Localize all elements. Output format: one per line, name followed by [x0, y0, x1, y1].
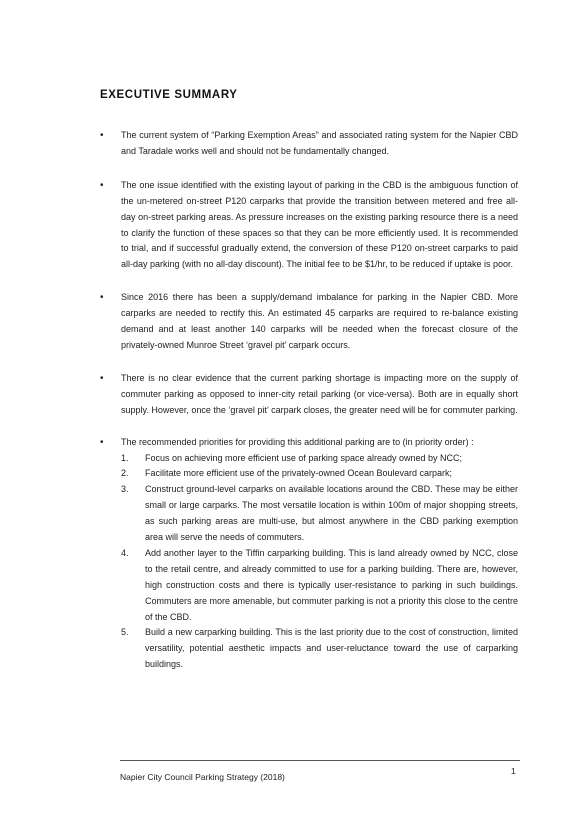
- section-heading: EXECUTIVE SUMMARY: [100, 89, 238, 101]
- priority-item: [121, 451, 518, 467]
- priority-item: [121, 466, 518, 482]
- page-number: 1: [511, 766, 516, 776]
- priority-text: Add another layer to the Tiffin carparking building. This is land already owned by NCC, close to the retail centre, and already committed to use for a parking building. There are, however, high construction costs and there is typically user-resistance to parking in such buildings. Commuters are more amenable, but commuter parking is not a priority this close to the centre of the CBD.: [145, 547, 518, 622]
- priority-number: 4.: [121, 547, 129, 558]
- priority-item: [121, 546, 518, 626]
- priority-number: 1.: [121, 452, 129, 463]
- bullet-text: There is no clear evidence that the current parking shortage is impacting more on the supply of commuter parking as opposed to inner-city retail parking (or vice-versa). Both are in equally short supply. However, once the ‘gravel pit’ carpark closes, the greater need will be for commuter parking.: [121, 372, 518, 415]
- priority-number: 3.: [121, 484, 129, 495]
- bullet-text: The recommended priorities for providing this additional parking are to (in priority order) :: [121, 436, 474, 447]
- footer-divider: [120, 760, 520, 761]
- bullet-marker: •: [100, 372, 104, 384]
- priority-text: Construct ground-level carparks on available locations around the CBD. These may be either small or large carparks. The most versatile location is within 100m of major shopping streets, as such parking areas are multi-use, but almost anywhere in the CBD parking exemption area will serve the needs of commuters.: [145, 484, 518, 543]
- priority-text: Facilitate more efficient use of the privately-owned Ocean Boulevard carpark;: [145, 468, 452, 479]
- bullet-marker: •: [100, 436, 104, 448]
- bullet-item: [100, 178, 518, 273]
- bullet-item: [100, 371, 518, 419]
- bullet-marker: •: [100, 179, 104, 191]
- priority-list: [121, 451, 518, 674]
- priority-text: Focus on achieving more efficient use of parking space already owned by NCC;: [145, 452, 463, 463]
- priority-item: [121, 625, 518, 673]
- bullet-marker: •: [100, 130, 104, 141]
- priority-number: 5.: [121, 627, 129, 638]
- bullet-marker: •: [100, 292, 104, 304]
- priority-item: [121, 482, 518, 546]
- priority-text: Build a new carparking building. This is the last priority due to the cost of construction, limited versatility, potential aesthetic impacts and user-reluctance toward the use of carparking buildings.: [145, 627, 518, 670]
- summary-bullet-list: [100, 128, 518, 673]
- bullet-text: The one issue identified with the existing layout of parking in the CBD is the ambiguous function of the un-metered on-street P120 carparks that provide the transition between metered and free all-day on-street parking areas. As pressure increases on the existing parking resource there is a need to clarify the function of these spaces so that they can be more efficiently used. It is recommended to trial, and if successful gradually extend, the conversion of these P120 on-street carparks to paid all-day parking (with no all-day discount). The initial fee to be $1/hr, to be reduced if uptake is poor.: [121, 179, 518, 270]
- bullet-text: Since 2016 there has been a supply/demand imbalance for parking in the Napier CBD. More carparks are needed to rectify this. An estimated 45 carparks are required to re-balance existing demand and at least another 140 carparks will be needed when the forecast closure of the privately-owned Munroe Street ‘gravel pit’ carpark occurs.: [121, 292, 518, 350]
- bullet-item: [100, 435, 518, 674]
- footer-title: Napier City Council Parking Strategy (2018): [120, 772, 285, 782]
- priority-number: 2.: [121, 468, 129, 479]
- bullet-item: [100, 128, 518, 160]
- bullet-text: The current system of “Parking Exemption Areas” and associated rating system for the Napier CBD and Taradale works well and should not be fundamentally changed.: [121, 130, 518, 156]
- bullet-item: [100, 290, 518, 354]
